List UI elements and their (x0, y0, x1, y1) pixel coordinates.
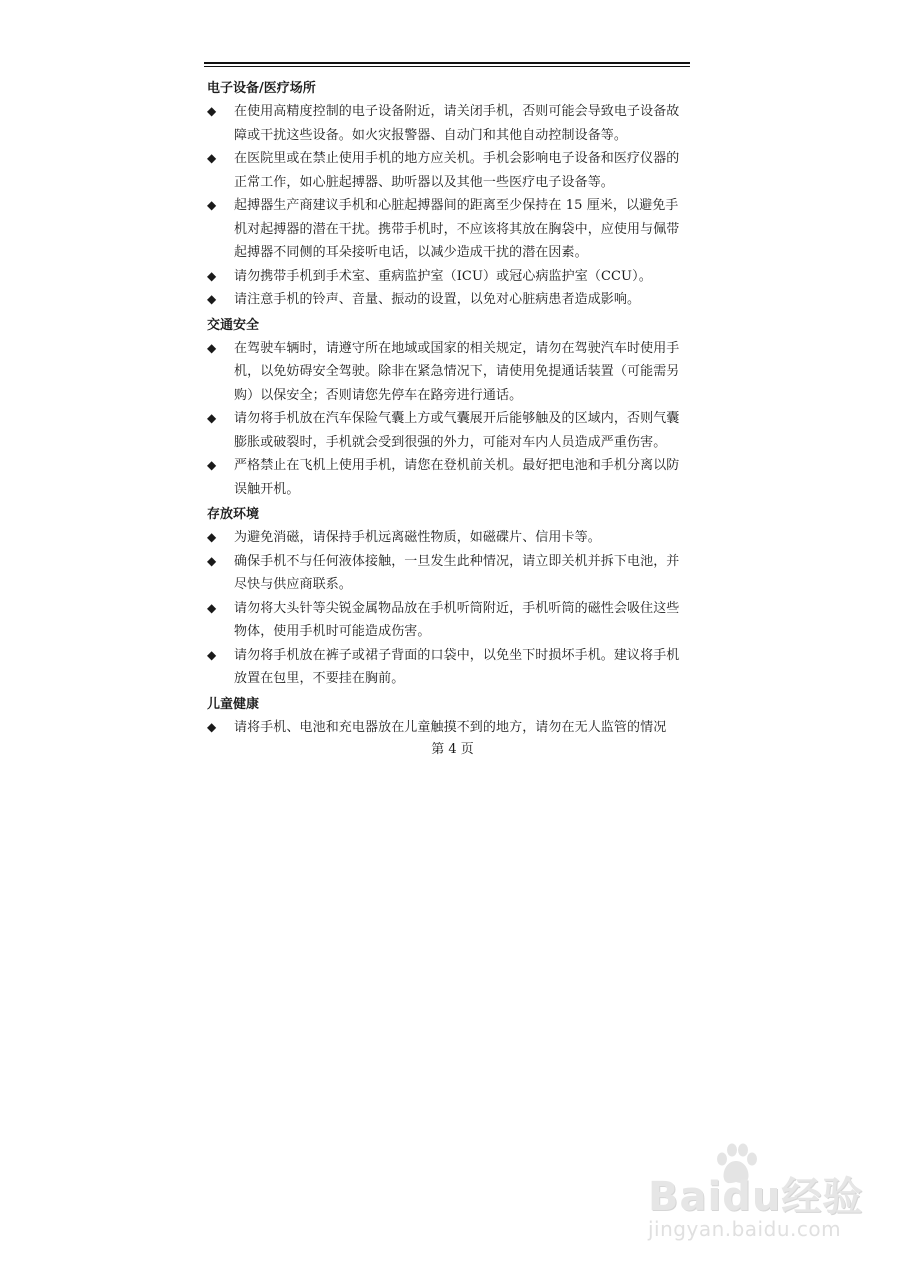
list-item (207, 597, 691, 644)
section-heading: 电子设备/医疗场所 (207, 81, 316, 96)
list-item-text: 严格禁止在飞机上使用手机，请您在登机前关机。最好把电池和手机分离以防误触开机。 (234, 458, 680, 497)
list-item (207, 194, 691, 265)
list-item-text: 请勿将手机放在裤子或裙子背面的口袋中，以免坐下时损坏手机。建议将手机放置在包里，不要挂在胸前。 (234, 647, 680, 686)
diamond-bullet-icon: ◆ (207, 553, 217, 568)
list-item-text: 请勿携带手机到手术室、重病监护室（ICU）或冠心病监护室（CCU）。 (234, 268, 652, 284)
list-item (207, 100, 691, 147)
watermark-url: jingyan.baidu.com (648, 1217, 842, 1241)
diamond-bullet-icon: ◆ (207, 530, 217, 544)
list-item-text: 请注意手机的铃声、音量、振动的设置，以免对心脏病患者造成影响。 (234, 292, 641, 307)
list-item-text: 确保手机不与任何液体接触，一旦发生此种情况，请立即关机并拆下电池，并尽快与供应商联系。 (234, 553, 680, 592)
list-item-text: 请勿将大头针等尖锐金属物品放在手机听筒附近，手机听筒的磁性会吸住这些物体，使用手机时可能造成伤害。 (234, 600, 680, 639)
list-item-text: 起搏器生产商建议手机和心脏起搏器间的距离至少保持在 15 厘米，以避免手机对起搏器的潜在干扰。携带手机时，不应该将其放在胸袋中，应使用与佩带起搏器不同侧的耳朵接听电话，以减少造成干扰的潜在因素。 (234, 198, 680, 260)
section-electronics (207, 77, 691, 312)
list-item (207, 147, 691, 194)
diamond-bullet-icon: ◆ (207, 268, 217, 283)
diamond-bullet-icon: ◆ (207, 647, 217, 662)
section-heading: 儿童健康 (207, 696, 260, 712)
list-item (207, 550, 691, 597)
list-item-text: 请勿将手机放在汽车保险气囊上方或气囊展开后能够触及的区域内，否则气囊膨胀或破裂时，手机就会受到很强的外力，可能对车内人员造成严重伤害。 (234, 411, 680, 450)
list-item-text: 在使用高精度控制的电子设备附近，请关闭手机，否则可能会导致电子设备故障或干扰这些设备。如火灾报警器、自动门和其他自动控制设备等。 (234, 104, 680, 143)
diamond-bullet-icon: ◆ (207, 458, 217, 472)
diamond-bullet-icon: ◆ (207, 600, 217, 615)
page-number: 第 4 页 (431, 742, 474, 757)
watermark-brand: Baidu经验 (648, 1174, 864, 1220)
section-child-health (207, 693, 691, 740)
section-storage-environment (207, 503, 691, 691)
section-heading: 存放环境 (207, 507, 260, 522)
header-rule-thick (204, 62, 690, 64)
diamond-bullet-icon: ◆ (207, 411, 217, 425)
section-traffic-safety (207, 314, 691, 502)
diamond-bullet-icon: ◆ (207, 104, 217, 118)
document-body (207, 77, 691, 739)
diamond-bullet-icon: ◆ (207, 719, 217, 734)
diamond-bullet-icon: ◆ (207, 292, 217, 306)
list-item-text: 在医院里或在禁止使用手机的地方应关机。手机会影响电子设备和医疗仪器的正常工作，如心脏起搏器、助听器以及其他一些医疗电子设备等。 (234, 151, 680, 190)
list-item (207, 288, 691, 312)
list-item-text: 请将手机、电池和充电器放在儿童触摸不到的地方，请勿在无人监管的情况 (234, 719, 667, 735)
diamond-bullet-icon: ◆ (207, 340, 217, 355)
list-item-text: 在驾驶车辆时，请遵守所在地域或国家的相关规定，请勿在驾驶汽车时使用手机，以免妨碍安全驾驶。除非在紧急情况下，请使用免提通话装置（可能需另购）以保安全；否则请您先停车在路旁进行通话。 (234, 340, 680, 403)
section-heading: 交通安全 (207, 317, 260, 333)
header-rule-thin (204, 66, 690, 67)
diamond-bullet-icon: ◆ (207, 198, 217, 212)
list-item (207, 644, 691, 691)
list-item-text: 为避免消磁，请保持手机远离磁性物质，如磁碟片、信用卡等。 (234, 530, 601, 545)
watermark (640, 1135, 870, 1265)
diamond-bullet-icon: ◆ (207, 151, 217, 165)
list-item (207, 337, 691, 408)
list-item (207, 716, 691, 740)
list-item (207, 526, 691, 550)
list-item (207, 265, 691, 289)
list-item (207, 454, 691, 501)
list-item (207, 407, 691, 454)
